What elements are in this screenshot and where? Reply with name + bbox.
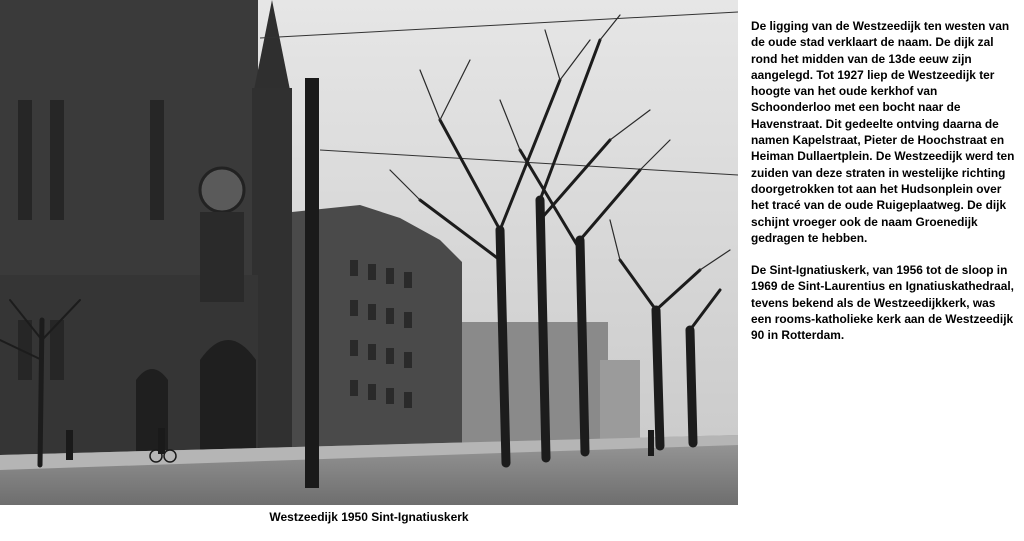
- article-text: [751, 18, 1019, 360]
- church: [0, 0, 292, 458]
- tram-pole: [305, 78, 319, 488]
- paragraph-sint-ignatiuskerk: De Sint-Ignatiuskerk, van 1956 tot de sloop in 1969 de Sint-Laurentius en Ignatiuskathedraal, tevens bekend als de Westzeedijkkerk, was een rooms-katholieke kerk aan de Westzeedijk 90 in Rotterdam.: [751, 263, 1014, 343]
- paragraph-westzeedijk: De ligging van de Westzeedijk ten westen van de oude stad verklaart de naam. De dijk zal rond het midden van de 13de eeuw zijn aangelegd. Tot 1927 liep de Westzeedijk ter hoogte van het oude kerkhof van Schoonderloo met een bocht naar de Havenstraat. Dit gedeelte ontving daarna de namen Kapelstraat, Pieter de Hoochstraat en Heiman Dullaertplein. De Westzeedijk werd ten zuiden van deze straten in westelijke richting doorgetrokken tot aan het Hudsonplein over het tracé van de oude Ruigeplaatweg. De dijk schijnt vroeger ook de naam Groenedijk gedragen te hebben.: [751, 19, 1015, 245]
- photo-caption: Westzeedijk 1950 Sint-Ignatiuskerk: [269, 510, 469, 524]
